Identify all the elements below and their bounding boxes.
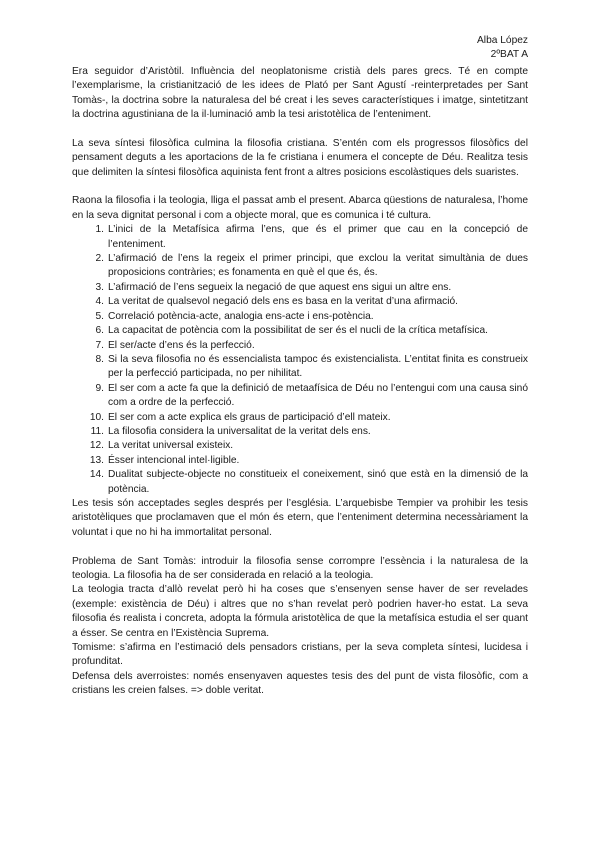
list-item: 4. La veritat de qualsevol negació dels ens es basa en la veritat d’una afirmació. [95,296,458,308]
list-item: 2. L’afirmació de l’ens la regeix el primer principi, que exclou la veritat simultània de dues proposicions contràries; es fonamenta en què el que és, és. [95,253,528,279]
list-item: 3. L’afirmació de l’ens segueix la negació de que aquest ens sigui un altre ens. [95,281,452,293]
paragraph-synthesis: La seva síntesi filosòfica culmina la filosofia cristiana. S’entén com els progressos filosòfics del pensament deguts a les aportacions de la fe cristiana i enumera el concepte de Déu. Realitza tesis que delimiten la síntesi filosòfica aquinista fent front a altres posicions escolàstiques dels suaristes. [72,137,528,178]
paragraph-influences: Era seguidor d’Aristòtil. Influència del neoplatonisme cristià dels pares grecs. Té en compte l’exemplarisme, la cristianització de les idees de Plató per Sant Agustí -reinterpretades per Sant Tomàs-, la doctrina sobre la naturalesa del bé creat i les seves característiques i imatge, sintetitzant la doctrina agustiniana de la il·luminació amb la tesi aristotèlica de l’enteniment. [72,65,528,121]
paragraph-reason: Raona la filosofia i la teologia, lliga el passat amb el present. Abarca qüestions de naturalesa, l’home en la seva dignitat personal i com a objecte moral, que es comunica i té cultura. [72,195,528,221]
class-label: 2ºBAT A [490,49,528,61]
paragraph-theology: La teologia tracta d’allò revelat però hi ha coses que s’ensenyen sense haver de ser revelades (exemple: existència de Déu) i altres que no s’han revelat però podrien haver-ho estat. La seva filosofia és realista i concreta, adopta la fórmula aristotèlica de que la metafísica estudia el ser quant a ésser. Se centra en l’Existència Suprema. [72,584,528,639]
paragraph-thomism: Tomisme: s’afirma en l’estimació dels pensadors cristians, per la seva completa síntesi, lucidesa i profunditat. [72,642,528,668]
list-item: 7. El ser/acte d’ens és la perfecció. [95,339,255,351]
list-item: 14. Dualitat subjecte-objecte no constitueix el coneixement, sinó que està en la dimensió de la potència. [89,469,528,495]
list-item: 10. El ser com a acte explica els graus de participació d’ell mateix. [89,411,391,423]
thesis-list [72,223,528,497]
paragraph-problem: Problema de Sant Tomàs: introduir la filosofia sense corrompre l’essència i la naturalesa de la teologia. La filosofia ha de ser considerada en relació a la teologia. [72,555,528,581]
list-item: 12. La veritat universal existeix. [89,440,234,452]
list-item: 11. La filosofia considera la universalitat de la veritat dels ens. [90,425,371,437]
list-item: 6. La capacitat de potència com la possibilitat de ser és el nucli de la crítica metafísica. [95,325,488,337]
document-page [72,34,528,699]
list-item: 13. Ésser intencional intel·ligible. [89,454,240,466]
header [72,34,528,63]
list-item: 5. Correlació potència-acte, analogia ens-acte i ens-potència. [95,310,374,322]
list-item: 8. Si la seva filosofia no és essencialista tampoc és existencialista. L’entitat finita es construeix per la perfecció participada, no per nihilitat. [95,353,528,380]
author-name: Alba López [477,35,528,46]
paragraph-averroists: Defensa dels averroistes: només ensenyaven aquestes tesis des del punt de vista filosòfic, com a cristians les creien falses. => doble veritat. [72,670,528,697]
list-item: 9. El ser com a acte fa que la definició de metaafísica de Déu no l’entengui com una causa sinó com a ordre de la perfecció. [95,382,528,409]
paragraph-church: Les tesis són acceptades segles després per l’església. L’arquebisbe Tempier va prohibir les tesis aristotèliques que proclamaven que el món és etern, que l’enteniment determina necessàriament la voluntat i que no hi ha immortalitat personal. [72,497,528,538]
list-item: 1. L’inici de la Metafísica afirma l’ens, que és el primer que cau en la concepció de l’enteniment. [95,224,528,250]
